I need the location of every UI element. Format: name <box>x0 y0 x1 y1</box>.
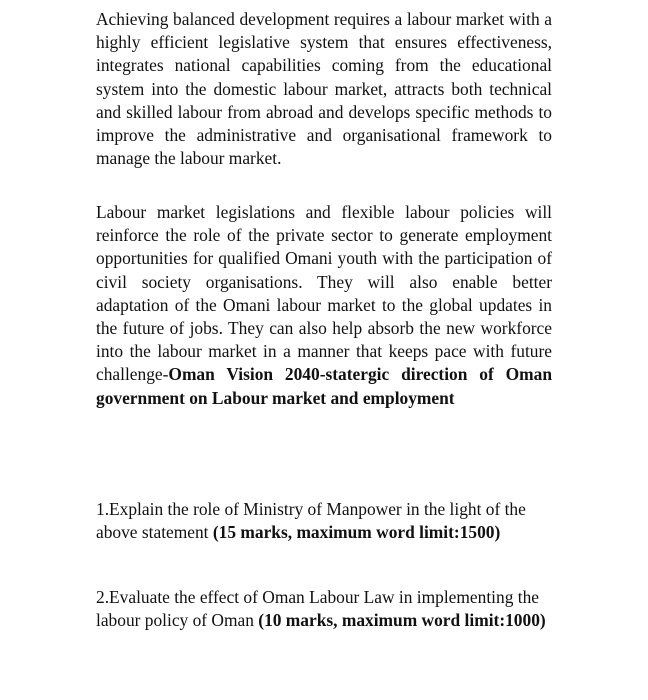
question-1 <box>96 498 552 544</box>
question-2 <box>96 586 552 632</box>
quote-source: Oman Vision 2040-statergic direction of Oman government on Labour market and employment <box>96 364 552 408</box>
question-2-text: 2.Evaluate the effect of Oman Labour Law in implementing the labour policy of Oman <box>96 587 539 631</box>
question-1-text: 1.Explain the role of Ministry of Manpower in the light of the above statement <box>96 499 526 543</box>
question-1-marks: (15 marks, maximum word limit:1500) <box>212 522 501 543</box>
intro-paragraph-text: Achieving balanced development requires a labour market with a highly efficient legislative system that ensures effectiveness, integrates national capabilities coming from the educational system into the domestic labour market, attracts both technical and skilled labour from abroad and develops specific methods to improve the administrative and organisational framework to manage the labour market. <box>96 9 552 169</box>
quote-paragraph-text: Labour market legislations and flexible labour policies will reinforce the role of the private sector to generate employment opportunities for qualified Omani youth with the participation of civil society organisations. They will also enable better adaptation of the Omani labour market to the global updates in the future of jobs. They can also help absorb the new workforce into the labour market in a manner that keeps pace with future challenge- <box>96 202 552 385</box>
quote-paragraph <box>96 201 552 410</box>
intro-paragraph <box>96 8 552 170</box>
question-2-marks: (10 marks, maximum word limit:1000) <box>258 610 546 631</box>
